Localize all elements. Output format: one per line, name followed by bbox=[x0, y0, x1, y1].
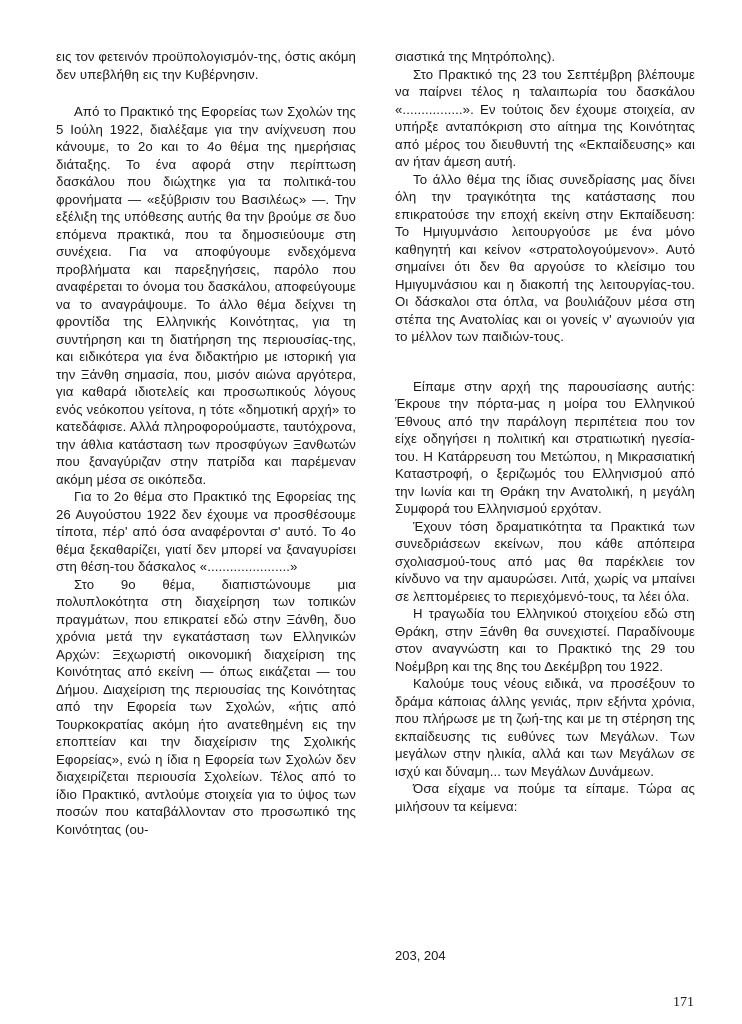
page-number: 171 bbox=[673, 995, 694, 1010]
paragraph: Για το 2ο θέμα στο Πρακτικό της Εφορείας της 26 Αυγούστου 1922 δεν έχουμε να προσθέσουμε τίποτα, πέρ' από όσα αναφέρονται σ' αυτό. Το 4ο θέμα ξεκαθαρίζει, γιατί δεν μπορεί να ξαναγυρίσει στη θέση-του δάσκαλος «......................» bbox=[56, 489, 356, 574]
paragraph: εις τον φετεινόν προϋπολογισμόν-της, όστις ακόμη δεν υπεβλήθη εις την Κυβέρνησιν. bbox=[56, 49, 356, 82]
paragraph: Όσα είχαμε να πούμε τα είπαμε. Τώρα ας μιλήσουν τα κείμενα: bbox=[395, 781, 695, 814]
paragraph: Στο Πρακτικό της 23 του Σεπτέμβρη βλέπουμε να παίρνει τέλος η ταλαιπωρία του δασκάλου «................». Εν τούτοις δεν έχουμε στοιχεία, αν υπήρξε ανταπόκριση στο αίτημα της Κοινότητας από μέρος του διευθυντή της «Εκπαίδευσης» και αν ήταν άμεση αυτή. bbox=[395, 66, 695, 169]
paragraph: Καλούμε τους νέους ειδικά, να προσέξουν το δράμα κάποιας άλλης γενιάς, πριν εξήντα χρόνια, που πλήρωσε με τη ζωή-της και με τη στέρηση της εκπαίδευσης τις ευθύνες των Μεγάλων. Των μεγάλων στην ηλικία, αλλά και των Μεγάλων σε ισχύ και δύναμη... των Μεγάλων Δυνάμεων. bbox=[395, 676, 695, 779]
paragraph: Η τραγωδία του Ελληνικού στοιχείου εδώ στη Θράκη, στην Ξάνθη θα συνεχιστεί. Παραδίνουμε στον αναγνώστη και το Πρακτικό της 29 του Νοέμβρη και της 8ης του Δεκέμβρη του 1922. bbox=[395, 606, 695, 674]
paragraph: Έχουν τόση δραματικότητα τα Πρακτικά των συνεδριάσεων εκείνων, που κάθε απόπειρα σχολιασμού-τους από μας θα παρέκλειε τον κίνδυνο να την αμαυρώσει. Λιτά, χωρίς να μπαίνει σε λεπτομέρειες το περιεχόμενό-τους, τα λέει όλα. bbox=[395, 518, 695, 604]
right-column bbox=[395, 48, 695, 815]
paragraph: Είπαμε στην αρχή της παρουσίασης αυτής: Έκρουε την πόρτα-μας η μοίρα του Ελληνικού Έθνους από την παράλογη περιπέτεια που τον είχε οδηγήσει η πολιτική και στρατιωτική ηγεσία-του. Η Κατάρρευση του Μετώπου, η Μικρασιατική Καταστροφή, ο ξεριζωμός του Ελληνισμού από την Ιωνία και τη Θράκη την Ανατολική, η μεγάλη Συμφορά του Ελληνισμού ερχόταν. bbox=[395, 378, 695, 516]
paragraph: σιαστικά της Μητρόπολης). bbox=[395, 49, 556, 64]
paragraph: Το άλλο θέμα της ίδιας συνεδρίασης μας δίνει όλη την τραγικότητα της κατάστασης που επικρατούσε την εποχή εκείνη στην Εκπαίδευση: Το Ημιγυμνάσιο λειτουργούσε με ένα μόνο καθηγητή και κείνον «στρατολογούμενον». Αυτό σημαίνει ότι δεν θα αργούσε το κλείσιμο του Ημιγυμνάσιου και η διακοπή της λειτουργίας-του. Οι δάσκαλοι στα όπλα, να βουλιάζουν μέσα στη στέπα της Ανατολίας και οι γονείς ν' αγωνιούν για το μέλλον των παιδιών-τους. bbox=[395, 171, 695, 344]
left-column bbox=[56, 48, 356, 838]
paragraph: Στο 9ο θέμα, διαπιστώνουμε μια πολυπλοκότητα στη διαχείρηση των τοπικών πραγμάτων, που επικρατεί εδώ στην Ξάνθη, δυο χρόνια μετά την εγκατάσταση των Ελληνικών Αρχών: Ξεχωριστή οικονομική διαχείριση της Κοινότητας από εκείνη — όπως εικάζεται — του Δήμου. Διαχείριση της περιουσίας της Κοινότητας από την Εφορεία των Σχολών, «ήτις από Τουρκοκρατίας ακόμη ήτο ανατεθημένη εις την εποπτείαν και την διαχείρισιν της Σχολικής Εφορείας», ενώ η ίδια η Εφορεία των Σχολών δεν διαχειρίζεται περιουσία Σχολείων. Τέλος από το ίδιο Πρακτικό, αντλούμε στοιχεία για το ύψος των ποσών που καταβάλλονταν στο προσωπικό της Κοινότητας (ου- bbox=[56, 576, 356, 837]
paragraph: Από το Πρακτικό της Εφορείας των Σχολών της 5 Ιούλη 1922, διαλέξαμε για την ανίχνευση που κάνουμε, το 2ο και το 4ο θέμα της ημερήσιας διάταξης. Το ένα αφορά στην περίπτωση δασκάλου που διώχτηκε για τα πολιτικά-του φρονήματα — «εξύβρισιν του Βασιλέως» —. Την εξέλιξη της υπόθεσης αυτής θα την βρούμε σε δυο επόμενα πρακτικά, που τα δημοσιεύουμε στη συνέχεια. Για να αποφύγουμε ενδεχόμενα προβλήματα και παρεξηγήσεις, παρόλο που αναφέρεται το όνομα του δασκάλου, αποφεύγουμε να το αναγράψουμε. Το άλλο θέμα δείχνει τη φροντίδα της Ελληνικής Κοινότητας, για τη συντήρηση και τη διατήρηση της περιουσίας-της, και ειδικότερα για ένα διδακτήριο με ιστορική για την Ξάνθη σημασία, που, μισόν αιώνα αργότερα, για καθαρά ιδιοτελείς και προσωπικούς λόγους ενός νεόκοπου γείτονα, η τότε «δημοτική αρχή» το κατεδάφισε. Αλλά πληροφορούμαστε, ταυτόχρονα, την άθλια κατάσταση των προσφύγων Ξανθωτών που ξαναγύριζαν στην πατρίδα και παρέμεναν ακόμη μέσα σε οικόπεδα. bbox=[56, 104, 356, 487]
footnote-reference: 203, 204 bbox=[395, 948, 446, 963]
